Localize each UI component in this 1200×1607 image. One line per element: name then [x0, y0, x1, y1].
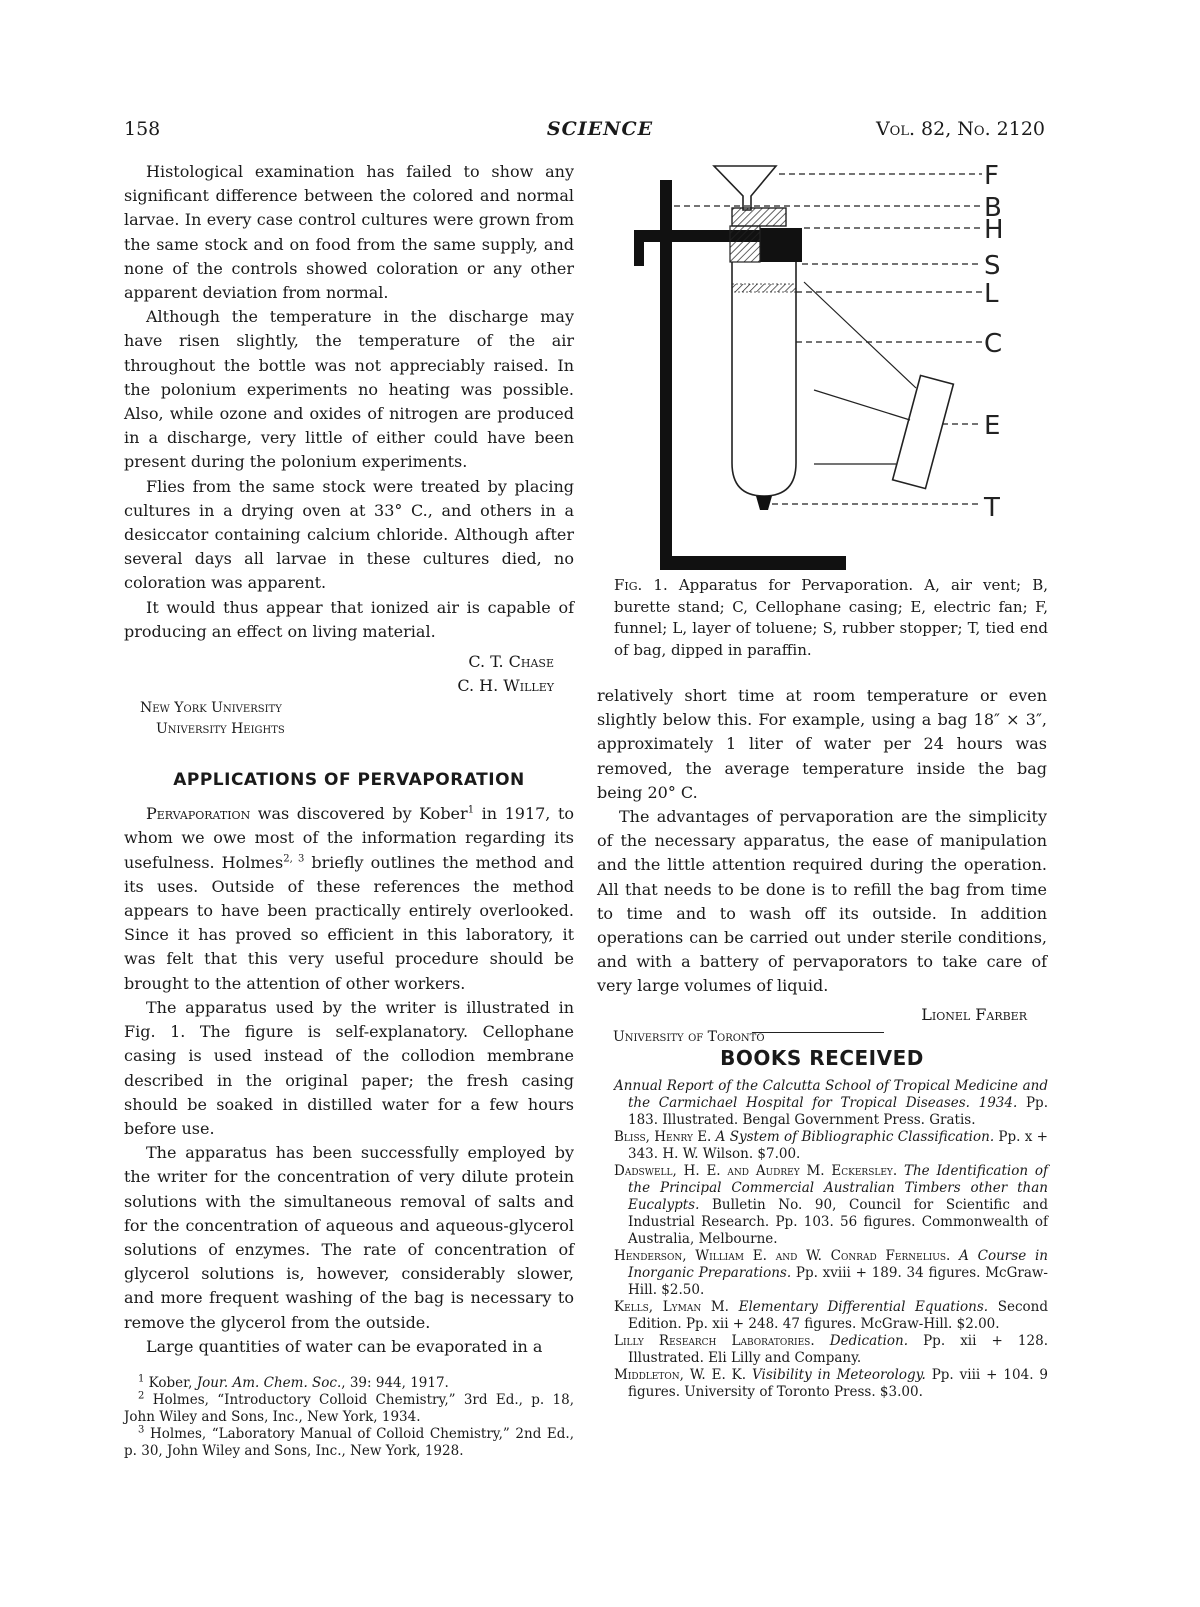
airflow-line	[814, 390, 910, 420]
airflow-line	[804, 282, 916, 388]
right-column	[597, 684, 1047, 1048]
journal-title: SCIENCE	[546, 118, 654, 140]
signature: C. H. Willey	[457, 676, 554, 696]
paragraph: It would thus appear that ionized air is capable of producing an effect on living material.	[124, 597, 574, 641]
footnote: $^2$ Holmes, “Introductory Colloid Chemistry,” 3rd Ed., p. 18, John Wiley and Sons, Inc., New York, 1934.	[124, 1390, 574, 1425]
lead-word: Pervaporation	[146, 804, 251, 824]
book-entry: Dadswell, H. E. and Audrey M. Eckersley. The Identification of the Principal Commercial Australian Timbers other than Eucalypts. Bulletin No. 90, Council for Scientific and Industrial Research. Pp. 103. 56 figures. Commonwealth of Australia, Melbourne.	[614, 1163, 1048, 1247]
section-heading: APPLICATIONS OF PERVAPORATION	[173, 770, 525, 791]
book-entry: Kells, Lyman M. Elementary Differential Equations. Second Edition. Pp. xii + 248. 47 figures. McGraw-Hill. $2.00.	[614, 1299, 1049, 1332]
footnotes	[124, 1375, 574, 1460]
figure-label-C: C	[984, 329, 1003, 359]
book-entry: Annual Report of the Calcutta School of Tropical Medicine and the Carmichael Hospital for Tropical Diseases. 1934. Pp. 183. Illustrated. Bengal Government Press. Gratis.	[614, 1078, 1048, 1128]
rubber-stopper	[760, 228, 802, 262]
footnote: $^1$ Kober, Jour. Am. Chem. Soc., 39: 944, 1917.	[138, 1373, 449, 1391]
figure-label-L: L	[984, 279, 999, 309]
volume-issue: Vol. 82, No. 2120	[875, 118, 1045, 140]
funnel	[714, 166, 776, 210]
figure-label-S: S	[984, 251, 1001, 281]
cellophane-bag	[732, 262, 796, 496]
burette-stand-base	[660, 556, 846, 570]
figure-label-F: F	[984, 161, 999, 191]
paragraph: Although the temperature in the discharge may have risen slightly, the temperature of the air throughout the bottle was not appreciably raised. In the polonium experiments no heating was possible. Also, while ozone and oxides of nitrogen are produced in a discharge, very little of either could have been present during the polonium experiments.	[124, 307, 574, 472]
books-list	[614, 1078, 1048, 1401]
paragraph: Histological examination has failed to show any significant difference between the colored and normal larvae. In every case control cultures were grown from the same stock and on food from the same supply, and none of the controls showed coloration or any other apparent deviation from normal.	[124, 162, 574, 303]
left-column	[124, 160, 574, 1460]
paragraph: Flies from the same stock were treated by placing cultures in a drying oven at 33° C., and others in a desiccator containing calcium chloride. Although after several days all larvae in these cultures died, no coloration was apparent.	[124, 476, 574, 593]
book-entry: Henderson, William E. and W. Conrad Fernelius. A Course in Inorganic Preparations. Pp. xviii + 189. 34 figures. McGraw-Hill. $2.50.	[614, 1248, 1048, 1298]
figure-label-H: H	[984, 215, 1004, 245]
figure-label-E: E	[984, 411, 1001, 441]
divider	[752, 1032, 884, 1033]
tied-end	[756, 496, 772, 510]
books-heading: BOOKS RECEIVED	[720, 1046, 924, 1070]
paragraph: The advantages of pervaporation are the simplicity of the necessary apparatus, the ease of manipulation and the little attention required during the operation. All that needs to be done is to refill the bag from time to time and to wash off its outside. In addition operations can be carried out under sterile conditions, and with a battery of pervaporators to take care of very large volumes of liquid.	[597, 807, 1047, 996]
affiliation: New York University	[140, 700, 282, 717]
page-number: 158	[124, 118, 161, 140]
pervaporation-apparatus-figure	[614, 158, 1048, 578]
clamp-post	[634, 230, 644, 266]
figure-label-T: T	[984, 493, 1000, 523]
paragraph: Pervaporation was discovered by Kober$^1$ in 1917, to whom we owe most of the information regarding its usefulness. Holmes$^{2, 3}$ briefly outlines the method and its uses. Outside of these references the method appears to have been practically entirely overlooked. Since it has proved so efficient in this laboratory, it was felt that this very useful procedure should be brought to the attention of other workers.	[124, 804, 575, 993]
toluene-layer	[732, 284, 796, 292]
signature: Lionel Farber	[921, 1004, 1027, 1024]
air-vent-cap	[732, 208, 786, 226]
paragraph: relatively short time at room temperature or even slightly below this. For example, using a bag 18″ × 3″, approximately 1 liter of water per 24 hours was removed, the average temperature inside the bag being 20° C.	[597, 686, 1047, 802]
leader-lines	[674, 174, 982, 504]
footnote-ref: 1	[467, 804, 475, 816]
book-entry: Middleton, W. E. K. Visibility in Meteorology. Pp. viii + 104. 9 figures. University of Toronto Press. $3.00.	[614, 1367, 1049, 1400]
figure-caption: Fig. 1. Apparatus for Pervaporation. A, air vent; B, burette stand; C, Cellophane casing; E, electric fan; F, funnel; L, layer of toluene; S, rubber stopper; T, tied end of bag, dipped in paraffin.	[614, 576, 1049, 659]
paragraph: Large quantities of water can be evaporated in a	[146, 1336, 543, 1356]
figure-label-B: B	[984, 193, 1002, 223]
signature: C. T. Chase	[468, 652, 554, 672]
paragraph: The apparatus has been successfully employed by the writer for the concentration of very dilute protein solutions with the simultaneous removal of salts and for the concentration of aqueous and aqueous-glycerol solutions of enzymes. The rate of concentration of glycerol solutions is, however, considerably slower, and more frequent washing of the bag is necessary to remove the glycerol from the outside.	[124, 1143, 574, 1332]
book-entry: Lilly Research Laboratories. Dedication. Pp. xii + 128. Illustrated. Eli Lilly and Company.	[614, 1333, 1048, 1366]
footnote-ref: 2, 3	[283, 853, 305, 865]
affiliation: University Heights	[156, 721, 285, 738]
stopper-collar	[730, 226, 760, 262]
paragraph: The apparatus used by the writer is illustrated in Fig. 1. The figure is self-explanatory. Cellophane casing is used instead of the collodion membrane described in the original paper; the fresh casing should be soaked in distilled water for a few hours before use.	[124, 997, 574, 1138]
book-entry: Bliss, Henry E. A System of Bibliographic Classification. Pp. x + 343. H. W. Wilson. $7.00.	[614, 1129, 1048, 1162]
affiliation: University of Toronto	[613, 1028, 765, 1045]
footnote: $^3$ Holmes, “Laboratory Manual of Colloid Chemistry,” 2nd Ed., p. 30, John Wiley and Sons, Inc., New York, 1928.	[124, 1424, 574, 1459]
electric-fan	[893, 375, 954, 488]
